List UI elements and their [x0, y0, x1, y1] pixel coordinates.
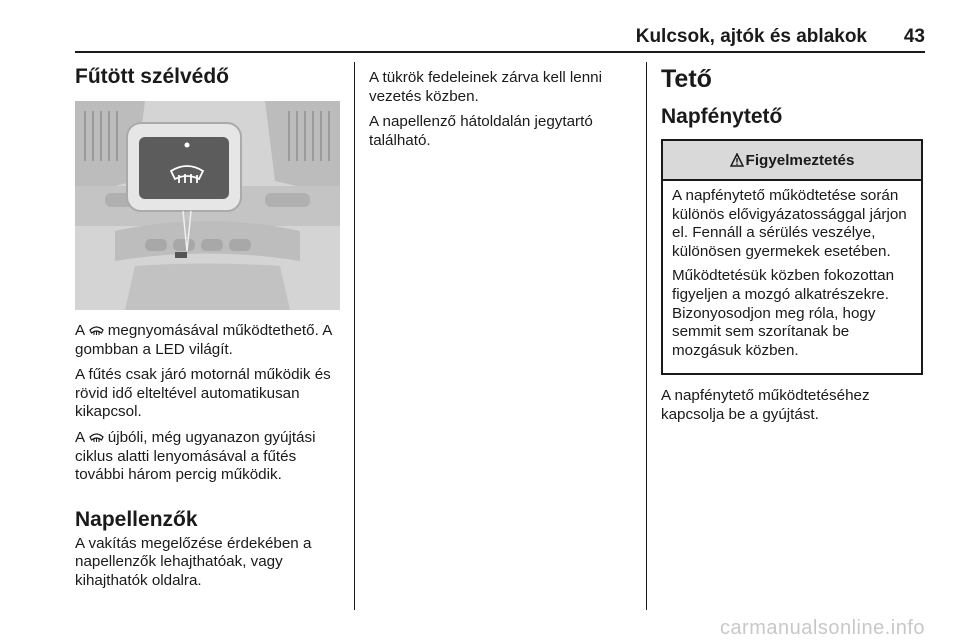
warning-paragraph-2: Működtetésük közben fokozottan figyeljen a mozgó alkatrészekre. Bizonyosodjon meg róla, hogy semmit sem szorítanak be mozgásuk közben. [672, 267, 895, 359]
column-3 [661, 64, 923, 130]
column-2 [369, 69, 631, 157]
watermark: carmanualsonline.info [719, 617, 925, 639]
section-heading: Fűtött szélvédő [75, 65, 230, 88]
paragraph-mirror-covers: A tükrök fedeleinek zárva kell lenni vezetés közben. [369, 69, 603, 105]
warning-header [663, 141, 921, 181]
warning-paragraph-1: A napfénytető működtetése során különös elővigyázatossággal járjon el. Fennáll a sérülés veszélye, különösen gyermekek esetében. [672, 187, 907, 260]
column-1-body [75, 322, 343, 598]
column-divider-2 [646, 62, 647, 610]
dashboard-illustration [75, 101, 340, 310]
warning-triangle-icon [730, 153, 744, 167]
warning-box [661, 139, 923, 375]
warning-title: Figyelmeztetés [745, 151, 855, 169]
column-3-body [661, 387, 923, 431]
defrost-icon [89, 432, 104, 443]
section-title: Kulcsok, ajtók és ablakok [635, 26, 867, 47]
paragraph-defrost-auto-off: A fűtés csak járó motornál működik és rövid idő elteltével automatikusan kikapcsol. [75, 366, 331, 421]
paragraph-sun-visors: A vakítás megelőzése érdekében a napellenzők lehajthatóak, vagy kihajthatók oldalra. [75, 534, 312, 589]
header [75, 26, 925, 52]
column-divider-1 [354, 62, 355, 610]
column-1 [75, 64, 343, 90]
header-rule [75, 51, 925, 53]
sun-visors-heading: Napellenzők [75, 507, 198, 531]
paragraph-defrost-activate: A megnyomásával működtethető. A gombban a LED világít. [75, 322, 332, 358]
roof-heading: Tető [661, 65, 712, 93]
sunroof-heading: Napfénytető [661, 105, 783, 128]
defrost-icon [89, 325, 104, 336]
paragraph-defrost-repeat: A újbóli, még ugyanazon gyújtási ciklus alatti lenyomásával a fűtés további három percig működik. [75, 428, 316, 484]
paragraph-ticket-holder: A napellenző hátoldalán jegytartó található. [369, 113, 593, 149]
page-number: 43 [903, 26, 925, 47]
paragraph-sunroof-ignition: A napfénytető működtetéséhez kapcsolja be a gyújtást. [661, 387, 870, 423]
warning-body [663, 181, 921, 360]
